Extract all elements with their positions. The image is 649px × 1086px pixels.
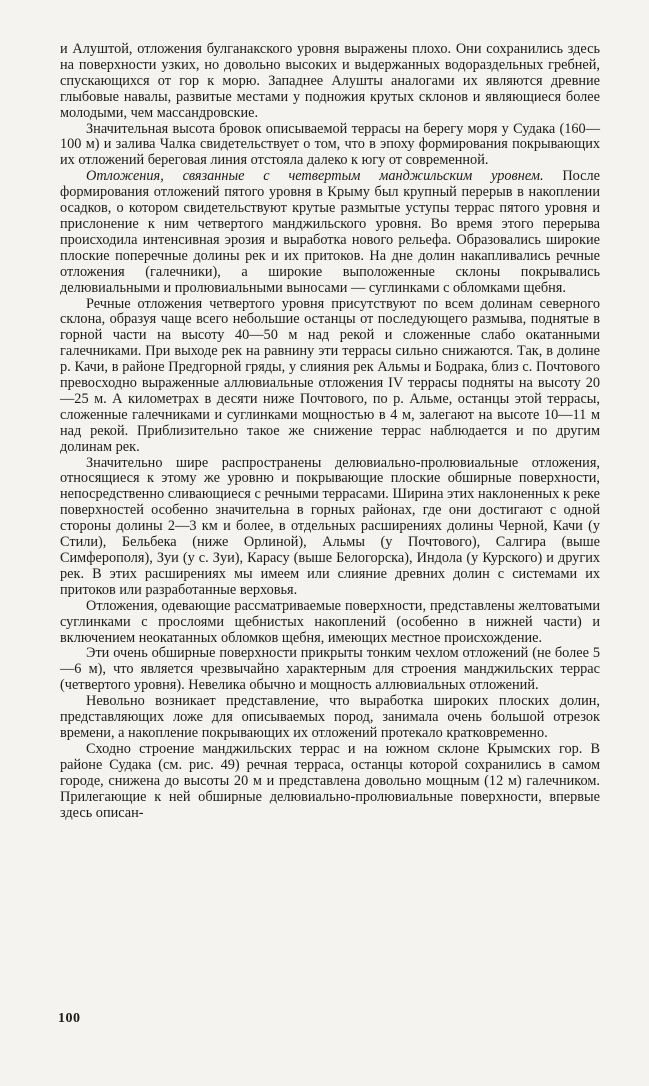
- paragraph-text: Невольно возникает представление, что выработка широких плоских долин, представляющих ложе для описываемых пород, занимала очень большой отрезок времени, а накопление покрывающих их отложений протекало кратковременно.: [60, 693, 600, 741]
- page-body: [60, 42, 600, 821]
- paragraph: [60, 599, 600, 647]
- paragraph-text: Отложения, одевающие рассматриваемые поверхности, представлены желтоватыми суглинками с прослоями щебнистых накоплений (особенно в нижней части) и включением неокатанных обломков щебня, имеющих местное происхождение.: [60, 597, 600, 646]
- paragraph: [60, 169, 600, 296]
- page-number: 100: [58, 1011, 81, 1026]
- paragraph: [60, 122, 600, 170]
- paragraph-text: и Алуштой, отложения булганакского уровня выражены плохо. Они сохранились здесь на поверхности узких, но довольно высоких и выдержанных водораздельных гребней, спускающихся от гор к морю. Западнее Алушты аналогами их являются древние глыбовые навалы, развитые местами у подножия крутых склонов и являющиеся более молодыми, чем массандровские.: [60, 41, 600, 121]
- paragraph: [60, 297, 600, 456]
- paragraph: [60, 694, 600, 742]
- paragraph-text: Сходно строение манджильских террас и на южном склоне Крымских гор. В районе Судака (см. рис. 49) речная терраса, останцы которой сохранились в самом городе, снижена до высоты 20 м и представлена довольно мощным (12 м) галечником. Прилегающие к ней обширные делювиально-пролювиальные поверхности, впервые здесь описан-: [60, 740, 600, 821]
- paragraph-text: Значительно шире распространены делювиально-пролювиальные отложения, относящиеся к этому же уровню и покрывающие плоские обширные поверхности, непосредственно сливающиеся с речными террасами. Ширина этих наклоненных к реке поверхностей особенно значительна в горных районах, где они достигают с одной стороны долины 2—3 км и более, в отдельных расширениях долины Черной, Качи (у Стили), Бельбека (ниже Орлиной), Альмы (у Почтового), Салгира (выше Симферополя), Зуи (у с. Зуи), Карасу (выше Белогорска), Индола (у Курского) и других рек. В этих расширениях мы имеем или слияние древних долин с системами их притоков или разработанные верховья.: [60, 454, 600, 598]
- paragraph: [60, 42, 600, 122]
- paragraph-text: После формирования отложений пятого уровня в Крыму был крупный перерыв в накоплении осадков, о котором свидетельствуют крутые размытые уступы террас пятого уровня и прислонение к ним четвертого манджильского уровня. Во время этого перерыва происходила интенсивная эрозия и выработка нового рельефа. Образовались широкие плоские поперечные долины рек и их притоков. На дне долин накапливались речные отложения (галечники), а широкие выположенные склоны покрывались делювиальными и пролювиальными выносами — суглинками с обломками щебня.: [60, 168, 600, 296]
- section-heading: Отложения, связанные с четвертым манджильским уровнем.: [86, 168, 544, 185]
- paragraph: [60, 742, 600, 822]
- paragraph: [60, 456, 600, 599]
- paragraph-text: Эти очень обширные поверхности прикрыты тонким чехлом отложений (не более 5—6 м), что является чрезвычайно характерным для строения манджильских террас (четвертого уровня). Невелика обычно и мощность аллювиальных отложений.: [60, 645, 600, 694]
- paragraph-text: Речные отложения четвертого уровня присутствуют по всем долинам северного склона, образуя чаще всего небольшие останцы от последующего размыва, поднятые в горной части на высоту 40—50 м над рекой и сложенные слабо окатанными галечниками. При выходе рек на равнину эти террасы сильно снижаются. Так, в долине р. Качи, в районе Предгорной гряды, у слияния рек Альмы и Бодрака, близ с. Почтового превосходно выраженные аллювиальные отложения IV террасы подняты на высоту 20—25 м. А километрах в десяти ниже Почтового, по р. Альме, останцы этой террасы, сложенные галечниками и суглинками мощностью в 4 м, залегают на высоте 10—11 м над рекой. Приблизительно такое же снижение террас наблюдается и по другим долинам рек.: [60, 295, 600, 455]
- paragraph: [60, 646, 600, 694]
- paragraph-text: Значительная высота бровок описываемой террасы на берегу моря у Судака (160—100 м) и залива Чалка свидетельствует о том, что в эпоху формирования покрывающих их отложений береговая линия отстояла далеко к югу от современной.: [60, 120, 600, 169]
